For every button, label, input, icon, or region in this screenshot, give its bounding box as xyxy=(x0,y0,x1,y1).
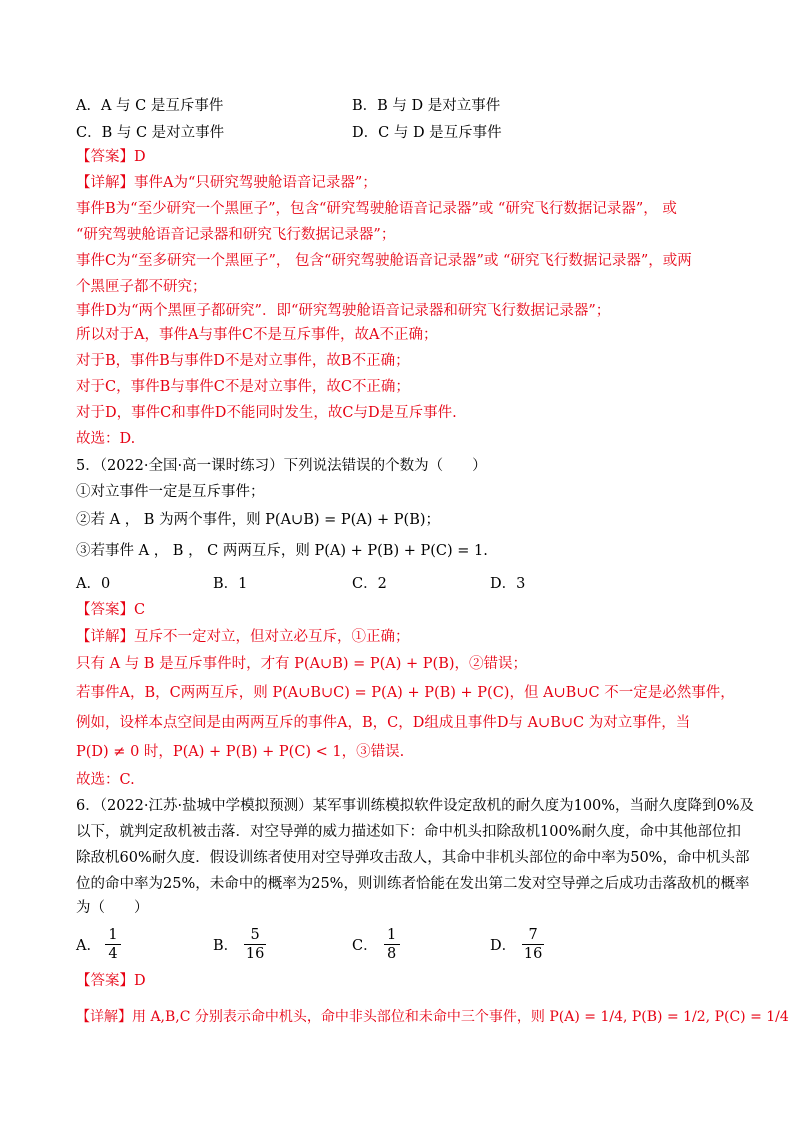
fraction-denominator: 8 xyxy=(386,945,397,962)
q4-option-c: C．B 与 C 是对立事件 xyxy=(76,125,225,141)
q5-detail-line: 只有 A 与 B 是互斥事件时，才有 P(A∪B) = P(A) + P(B)，②错误； xyxy=(76,656,528,672)
q5-answer: 【答案】C xyxy=(76,602,146,618)
q4-option-b: B．B 与 D 是对立事件 xyxy=(352,98,501,114)
q6-stem-line: 除敌机60%耐久度．假设训练者使用对空导弹攻击敌人，其命中非机头部位的命中率为50%，命中机头部 xyxy=(76,850,750,866)
q4-option-d: D．C 与 D 是互斥事件 xyxy=(352,125,502,141)
q6-option-a xyxy=(76,922,121,966)
q6-stem-line: 6．（2022·江苏·盐城中学模拟预测）某军事训练模拟软件设定敌机的耐久度为100%，当耐久度降到0%及 xyxy=(76,798,755,814)
q5-detail-line: P(D) ≠ 0 时，P(A) + P(B) + P(C) < 1，③错误. xyxy=(76,744,405,760)
q4-detail-line: 所以对于A，事件A与事件C不是互斥事件，故A不正确； xyxy=(76,327,438,343)
q4-answer: 【答案】D xyxy=(76,149,146,165)
q6-detail-line: 【详解】用 A,B,C 分别表示命中机头，命中非头部位和未命中三个事件，则 P(A) = 1/4, P(B) = 1/2, P(C) = 1/4 xyxy=(76,1009,789,1025)
fraction-numerator: 1 xyxy=(108,926,118,943)
q5-detail-line: 故选：C. xyxy=(76,772,135,788)
fraction-denominator: 4 xyxy=(108,945,118,962)
fraction-numerator: 7 xyxy=(528,926,538,943)
q6-option-b xyxy=(213,922,266,966)
q6-stem-line: 位的命中率为25%，未命中的概率为25%，则训练者恰能在发出第二发对空导弹之后成功击落敌机的概率 xyxy=(76,876,750,892)
q4-detail-line: 事件D为“两个黑匣子都研究”．即“研究驾驶舱语音记录器和研究飞行数据记录器”； xyxy=(76,303,611,319)
fraction-denominator: 16 xyxy=(245,945,265,962)
q6-stem-line: 为（ ） xyxy=(76,900,149,916)
q6-option-c-label: C． xyxy=(352,937,378,954)
q5-detail-line: 例如，设样本点空间是由两两互斥的事件A，B，C，D组成且事件D与 A∪B∪C 为对立事件，当 xyxy=(76,715,691,731)
q6-option-d-fraction xyxy=(522,926,544,963)
q4-detail-line: 对于C，事件B与事件C不是对立事件，故C不正确； xyxy=(76,379,410,395)
q5-statement: ①对立事件一定是互斥事件； xyxy=(76,484,265,500)
q4-detail-line: 对于D，事件C和事件D不能同时发生，故C与D是互斥事件. xyxy=(76,405,457,421)
fraction-denominator: 16 xyxy=(523,945,543,962)
q4-detail-line: 事件B为“至少研究一个黑匣子”，包含“研究驾驶舱语音记录器”或 “研究飞行数据记录器”， 或 xyxy=(76,201,677,217)
q6-answer: 【答案】D xyxy=(76,973,146,989)
q4-detail-line: 对于B，事件B与事件D不是对立事件，故B不正确； xyxy=(76,353,410,369)
fraction-numerator: 1 xyxy=(386,926,397,943)
q5-detail-line: 若事件A，B，C两两互斥，则 P(A∪B∪C) = P(A) + P(B) + P(C)，但 A∪B∪C 不一定是必然事件， xyxy=(76,685,735,701)
q4-detail-line: 【详解】事件A为“只研究驾驶舱语音记录器”； xyxy=(76,175,377,191)
q4-detail-line: 个黑匣子都不研究； xyxy=(76,279,207,295)
q4-detail-line: “研究驾驶舱语音记录器和研究飞行数据记录器”； xyxy=(76,227,396,243)
q6-option-d-label: D． xyxy=(490,937,517,954)
q4-detail-line: 故选：D. xyxy=(76,431,136,447)
q6-option-a-fraction xyxy=(105,926,121,963)
q6-option-d xyxy=(490,922,544,966)
q6-stem-line: 以下，就判定敌机被击落．对空导弹的威力描述如下：命中机头扣除敌机100%耐久度，命中其他部位扣 xyxy=(76,824,741,840)
q5-stem: 5．（2022·全国·高一课时练习）下列说法错误的个数为（ ） xyxy=(76,458,487,474)
fraction-numerator: 5 xyxy=(250,926,260,943)
q5-option-a: A．0 xyxy=(76,576,111,592)
q6-option-a-label: A． xyxy=(76,937,101,954)
q5-detail-line: 【详解】互斥不一定对立，但对立必互斥，①正确； xyxy=(76,629,410,645)
q5-option-b: B．1 xyxy=(213,576,248,592)
q5-option-c: C．2 xyxy=(352,576,387,592)
q4-option-a: A．A 与 C 是互斥事件 xyxy=(76,98,224,114)
q5-statement: ②若 A ， B 为两个事件，则 P(A∪B) = P(A) + P(B)； xyxy=(76,512,441,528)
q6-option-c xyxy=(352,922,400,966)
q6-option-b-label: B． xyxy=(213,937,239,954)
q6-option-c-fraction xyxy=(384,926,400,963)
q4-detail-line: 事件C为“至多研究一个黑匣子”， 包含“研究驾驶舱语音记录器”或 “研究飞行数据记录器”，或两 xyxy=(76,253,692,269)
q5-statement: ③若事件 A ， B ， C 两两互斥，则 P(A) + P(B) + P(C) = 1. xyxy=(76,543,488,559)
q5-option-d: D．3 xyxy=(490,576,526,592)
q6-option-b-fraction xyxy=(244,926,266,963)
